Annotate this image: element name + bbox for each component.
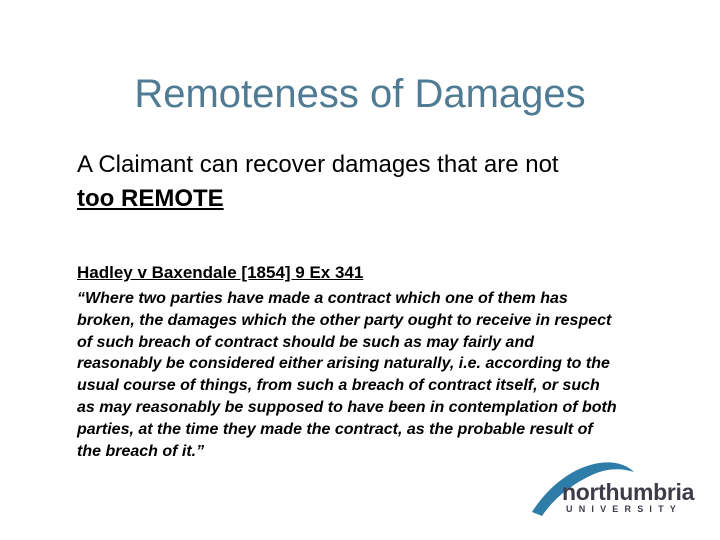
quote-line: as may reasonably be supposed to have been in contemplation of both [77,398,617,416]
quote-line: the breach of it.” [77,442,205,460]
logo-subtitle: UNIVERSITY [566,504,683,514]
quote-line: usual course of things, from such a breach of contract itself, or such [77,377,600,395]
case-quote [77,288,697,462]
intro-text: A Claimant can recover damages that are not [77,151,559,178]
northumbria-logo [528,458,695,520]
quote-line: “Where two parties have made a contract which one of them has [77,290,568,307]
logo-wordmark: northumbria [562,479,695,505]
quote-line: broken, the damages which the other party ought to receive in respect [77,311,612,329]
case-citation: Hadley v Baxendale [1854] 9 Ex 341 [77,263,364,282]
intro-paragraph [77,148,677,216]
intro-emphasis: too REMOTE [77,185,224,212]
quote-line: reasonably be considered either arising naturally, i.e. according to the [77,355,610,373]
slide-title: Remoteness of Damages [134,72,586,116]
quote-line: of such breach of contract should be such as may fairly and [77,333,534,351]
quote-line: parties, at the time they made the contract, as the probable result of [77,420,593,438]
